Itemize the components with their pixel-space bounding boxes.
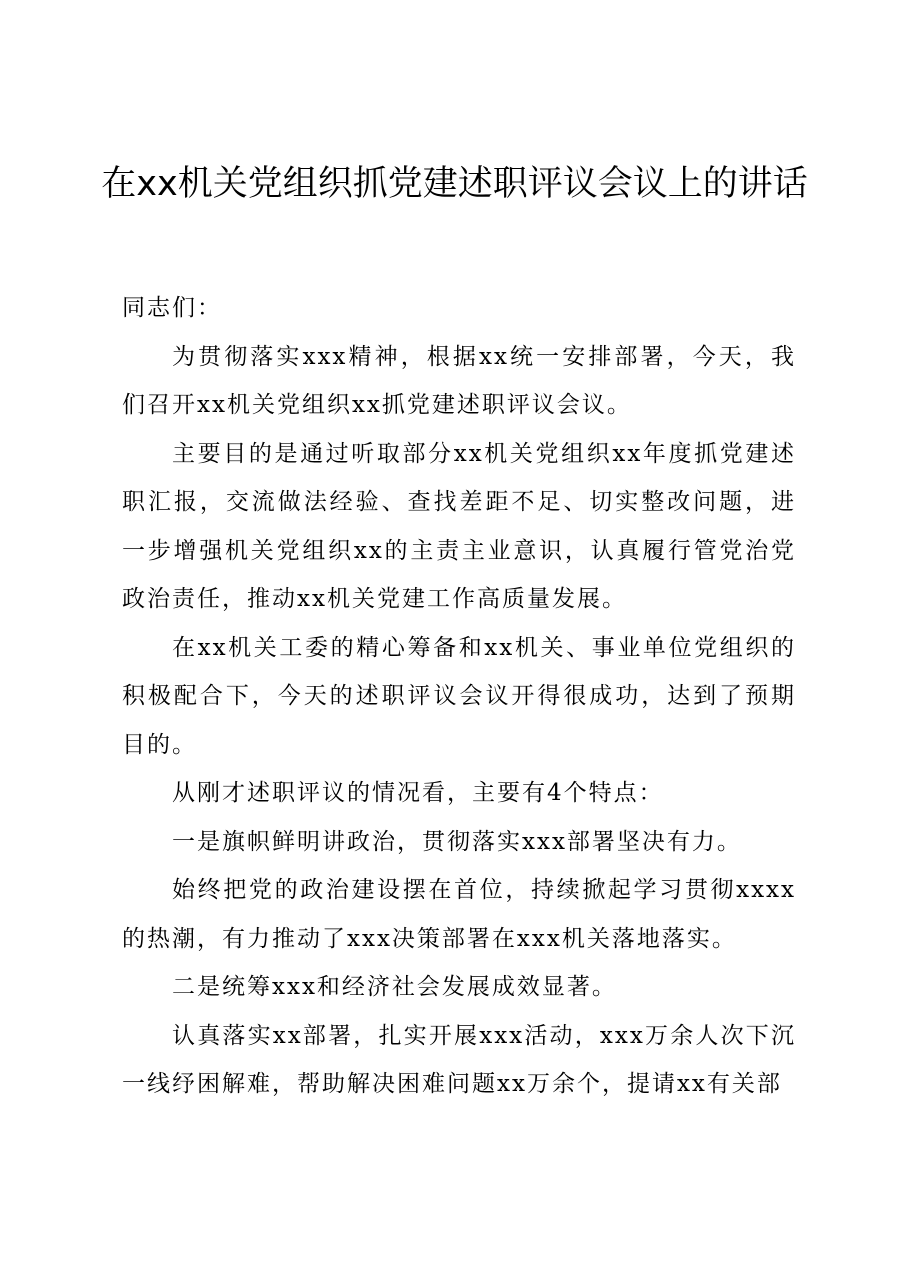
salutation: 同志们： [122,295,222,321]
paragraph: 从刚才述职评议的情况看，主要有4个特点： [172,780,664,806]
paragraph: 一是旗帜鲜明讲政治，贯彻落实xxx部署坚决有力。 [172,828,742,855]
document-body [122,284,796,1109]
document-title: 在xx机关党组织抓党建述职评议会议上的讲话 [101,164,808,204]
paragraph: 主要目的是通过听取部分xx机关党组织xx年度抓党建述职汇报，交流做法经验、查找差距不足、切实整改问题，进一步增强机关党组织xx的主责主业意识，认真履行管党治党政治责任，推动xx机关党建工作高质量发展。 [122,440,796,612]
paragraph: 认真落实xx部署，扎实开展xxx活动，xxx万余人次下沉一线纾困解难，帮助解决困难问题xx万余个，提请xx有关部 [122,1022,796,1097]
paragraph: 始终把党的政治建设摆在首位，持续掀起学习贯彻xxxx的热潮，有力推动了xxx决策部署在xxx机关落地落实。 [122,877,796,952]
paragraph: 为贯彻落实xxx精神，根据xx统一安排部署，今天，我们召开xx机关党组织xx抓党建述职评议会议。 [122,343,796,418]
paragraph: 二是统筹xxx和经济社会发展成效显著。 [172,974,617,1000]
paragraph: 在xx机关工委的精心筹备和xx机关、事业单位党组织的积极配合下，今天的述职评议会议开得很成功，达到了预期目的。 [122,634,796,758]
